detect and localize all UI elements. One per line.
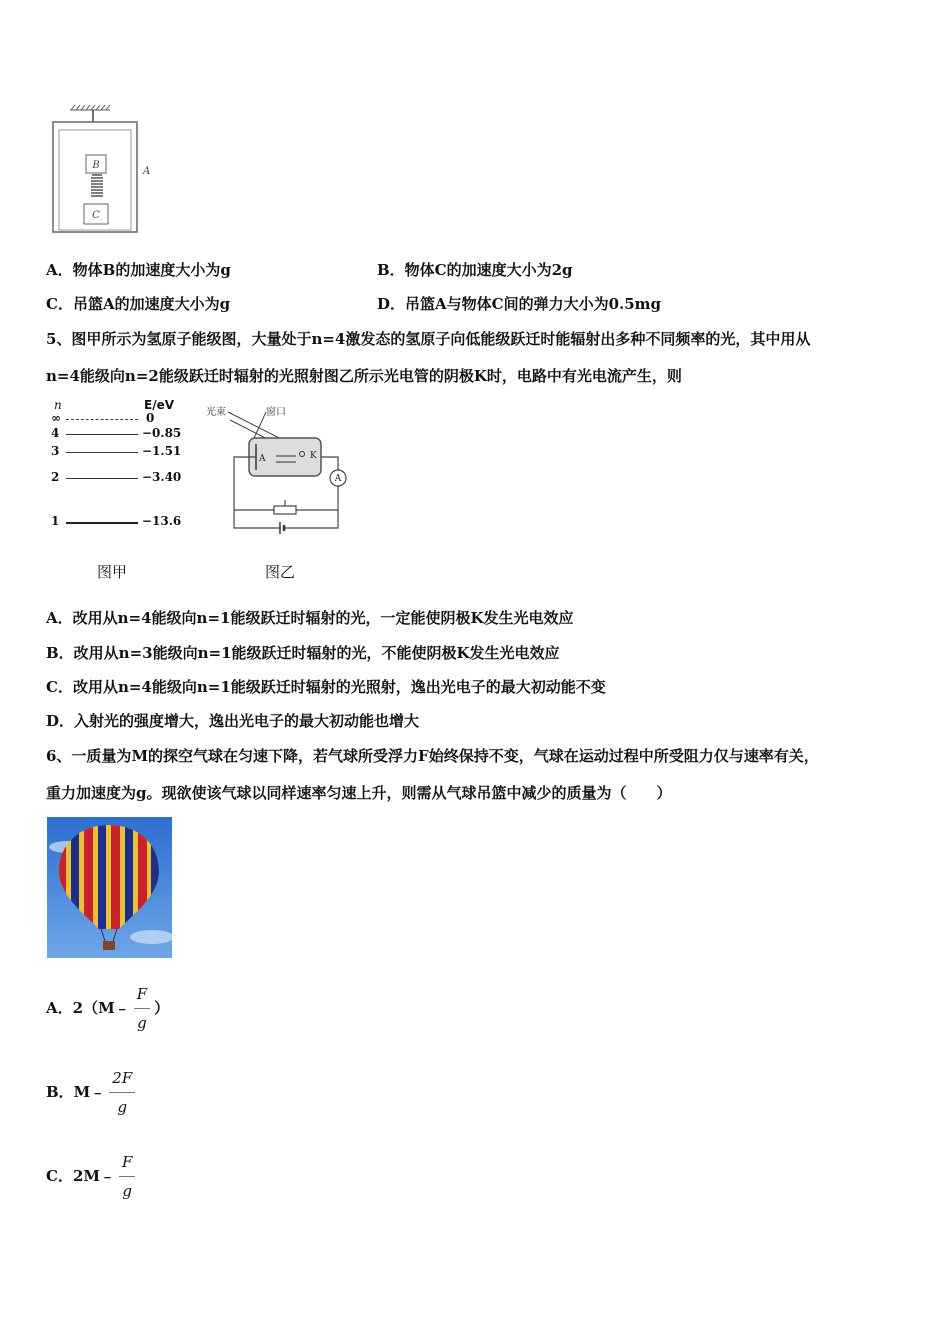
level-n-inf: ∞ [51,411,61,425]
q5-option-d: D．入射光的强度增大，逸出光电子的最大初动能也增大 [46,712,420,730]
anode-label: A [259,454,266,464]
level-line-2 [66,478,138,479]
q6-option-c-prefix: C．2M﹣ [46,1167,115,1185]
q6-option-c-fraction [119,1152,135,1201]
level-n-1: 1 [51,514,60,528]
q6-stem-line2: 重力加速度为g。现欲使该气球以同样速率匀速上升，则需从气球吊篮中减少的质量为（ ） [46,784,672,802]
q5-option-c: C．改用从n=4能级向n=1能级跃迁时辐射的光照射，逸出光电子的最大初动能不变 [46,678,606,696]
q4-option-c: C．吊篮A的加速度大小为g [46,295,231,313]
q6-option-a-fraction [134,984,150,1033]
q6-option-b-fraction [109,1068,135,1117]
block-b-label: B [92,160,100,171]
energy-level-diagram [46,398,191,538]
fraction-numerator: F [134,984,150,1009]
q6-option-a [46,980,169,1036]
q5-option-b: B．改用从n=3能级向n=1能级跃迁时辐射的光，不能使阴极K发生光电效应 [46,644,560,662]
q4-option-b: B．物体C的加速度大小为2g [377,261,573,279]
basket-figure [45,100,155,235]
cathode-label: K [310,451,317,461]
q4-option-a: A．物体B的加速度大小为g [46,261,231,279]
level-n-4: 4 [51,426,60,440]
level-line-1 [66,522,138,524]
level-line-3 [66,452,138,453]
ceiling-hatch [70,105,110,110]
basket-a-label: A [143,166,151,177]
level-line-inf [66,419,138,420]
q5-option-a: A．改用从n=4能级向n=1能级跃迁时辐射的光，一定能使阴极K发生光电效应 [46,609,574,627]
fraction-denominator: g [137,1013,147,1032]
q4-option-d: D．吊篮A与物体C间的弹力大小为0.5mg [377,295,662,313]
phototube-circuit [204,400,352,540]
level-e-2: −3.40 [142,470,182,484]
beam-label: 光束 [206,407,226,418]
energy-header-n: n [54,398,62,412]
window-label: 窗口 [266,407,286,418]
level-e-3: −1.51 [142,444,182,458]
rheostat [274,506,296,514]
hot-air-balloon-photo [47,817,172,958]
fraction-denominator: g [122,1181,132,1200]
level-e-4: −0.85 [142,426,182,440]
energy-header-e: E/eV [144,398,175,412]
level-line-4 [66,434,138,435]
q5-stem-line2: n=4能级向n=2能级跃迁时辐射的光照射图乙所示光电管的阴极K时，电路中有光电流产生，则 [46,367,682,385]
figure-caption-yi: 图乙 [265,563,296,581]
spring [91,175,103,196]
fraction-denominator: g [117,1097,128,1116]
balloon-basket [103,941,115,950]
block-c-label: C [92,210,100,221]
q6-option-a-suffix: ） [154,999,170,1017]
q5-stem-line1: 5、图甲所示为氢原子能级图，大量处于n=4激发态的氢原子向低能级跃迁时能辐射出多种不同频率的光，其中用从 [46,330,811,348]
level-e-1: −13.6 [142,514,182,528]
fraction-numerator: F [119,1152,135,1177]
q6-stem-line1: 6、一质量为M的探空气球在匀速下降，若气球所受浮力F始终保持不变，气球在运动过程中所受阻力仅与速率有关， [46,747,819,765]
level-n-3: 3 [51,444,60,458]
q6-option-b [46,1064,139,1120]
level-e-inf: 0 [146,411,155,425]
ammeter-label: A [334,474,342,484]
figure-caption-jia: 图甲 [97,563,128,581]
level-n-2: 2 [51,470,60,484]
fraction-numerator: 2F [109,1068,135,1093]
q6-option-a-prefix: A．2（M﹣ [46,999,130,1017]
q6-option-c [46,1148,139,1204]
q6-option-b-prefix: B．M﹣ [46,1083,106,1101]
